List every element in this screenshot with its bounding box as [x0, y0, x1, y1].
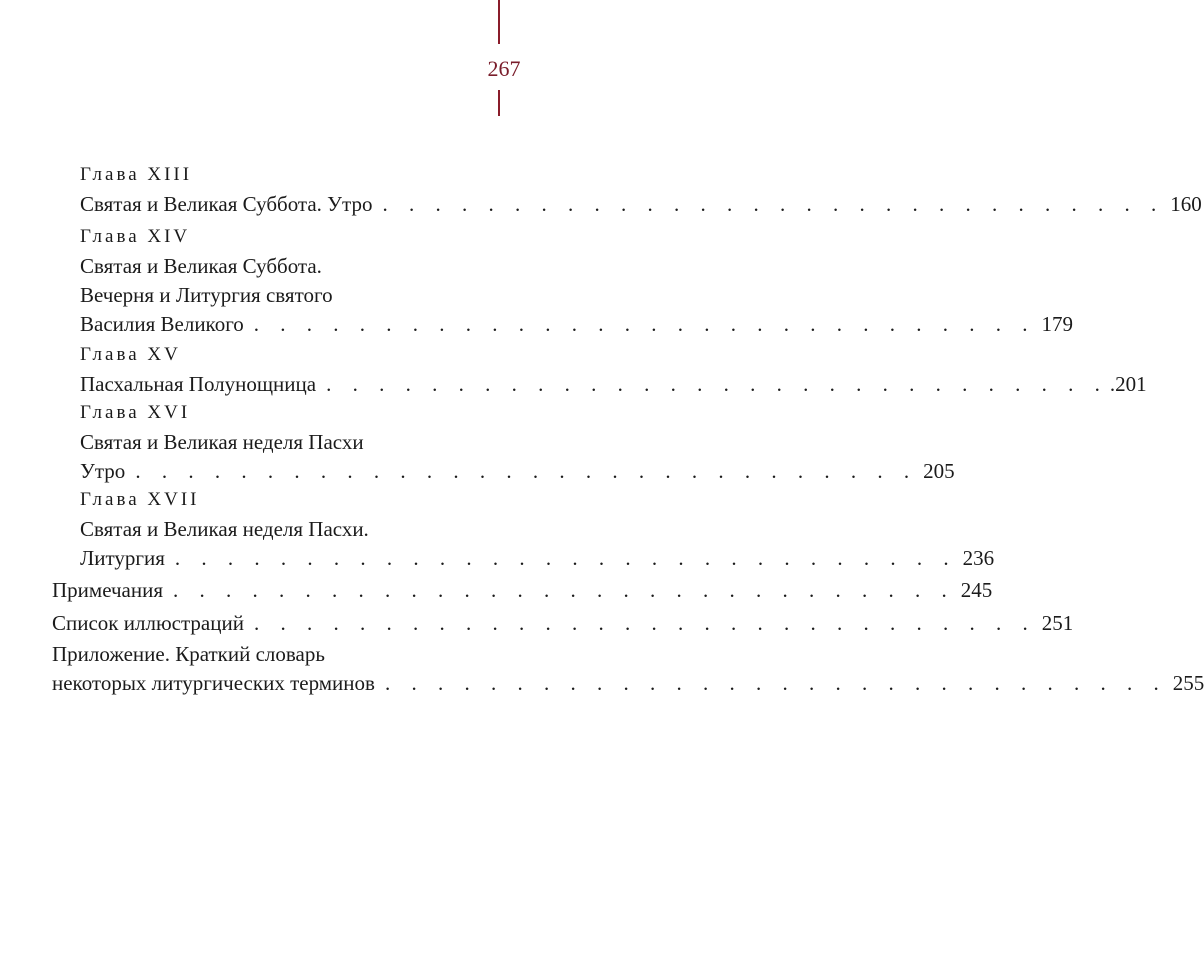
chapter-heading: Глава XVI [80, 402, 191, 423]
bottom-rule [498, 90, 500, 116]
entry-title: Василия Великого [80, 312, 244, 336]
toc-chapter-17 [80, 485, 995, 573]
toc-notes [52, 576, 993, 605]
chapter-heading: Глава XV [80, 344, 181, 365]
toc-chapter-13 [80, 160, 1202, 219]
toc-chapter-14 [80, 222, 1074, 339]
entry-title-line: Святая и Великая неделя Пасхи [80, 430, 364, 454]
toc-chapter-16 [80, 398, 955, 486]
entry-title: Список иллюстраций [52, 611, 244, 635]
dot-leader: . . . . . . . . . . . . . . . . . . . . . . . . . . . . . . [253, 312, 1036, 336]
entry-title: некоторых литургических терминов [52, 671, 375, 695]
entry-page-number: 255 [1172, 671, 1204, 695]
entry-title-line: Приложение. Краткий словарь [52, 642, 325, 666]
dot-leader: . . . . . . . . . . . . . . . . . . . . . . . . . . . . . . [253, 611, 1036, 635]
entry-page-number: 179 [1041, 312, 1074, 336]
entry-title-line: Вечерня и Литургия святого [80, 283, 333, 307]
page-number: 267 [487, 56, 521, 81]
entry-page-number: .201 [1109, 372, 1147, 396]
toc-chapter-15 [80, 340, 1147, 399]
entry-page-number: 251 [1041, 611, 1074, 635]
chapter-heading: Глава XIV [80, 226, 191, 247]
dot-leader: . . . . . . . . . . . . . . . . . . . . . . . . . . . . . . [173, 578, 955, 602]
chapter-heading: Глава XVII [80, 489, 200, 510]
dot-leader: . . . . . . . . . . . . . . . . . . . . . . . . . . . . . . [382, 192, 1165, 216]
entry-title: Святая и Великая Суббота. Утро [80, 192, 373, 216]
toc-entry[interactable] [80, 190, 1202, 219]
entry-title-line: Святая и Великая неделя Пасхи. [80, 517, 369, 541]
toc-entry[interactable] [80, 370, 1147, 399]
toc-illustrations [52, 609, 1074, 638]
toc-entry[interactable] [52, 669, 1204, 698]
entry-title: Пасхальная Полунощница [80, 372, 317, 396]
entry-page-number: 160 [1170, 192, 1202, 216]
chapter-heading: Глава XIII [80, 164, 193, 185]
dot-leader: . . . . . . . . . . . . . . . . . . . . . . . . . . . . . . [174, 546, 957, 570]
entry-title-line: Святая и Великая Суббота. [80, 254, 322, 278]
entry-title: Литургия [80, 546, 165, 570]
entry-title: Примечания [52, 578, 164, 602]
toc-entry[interactable] [80, 544, 995, 573]
entry-page-number: 205 [923, 459, 955, 483]
toc-appendix [52, 640, 1204, 698]
toc-entry[interactable] [52, 576, 993, 605]
toc-entry[interactable] [52, 609, 1074, 638]
dot-leader: . . . . . . . . . . . . . . . . . . . . . . . . . . . . . . [326, 372, 1108, 396]
dot-leader: . . . . . . . . . . . . . . . . . . . . . . . . . . . . . . [384, 671, 1167, 695]
entry-page-number: 245 [960, 578, 993, 602]
toc-entry[interactable] [80, 457, 955, 486]
entry-title: Утро [80, 459, 126, 483]
toc-entry[interactable] [80, 310, 1074, 339]
dot-leader: . . . . . . . . . . . . . . . . . . . . . . . . . . . . . . [135, 459, 918, 483]
top-rule [498, 0, 500, 44]
entry-page-number: 236 [962, 546, 995, 570]
